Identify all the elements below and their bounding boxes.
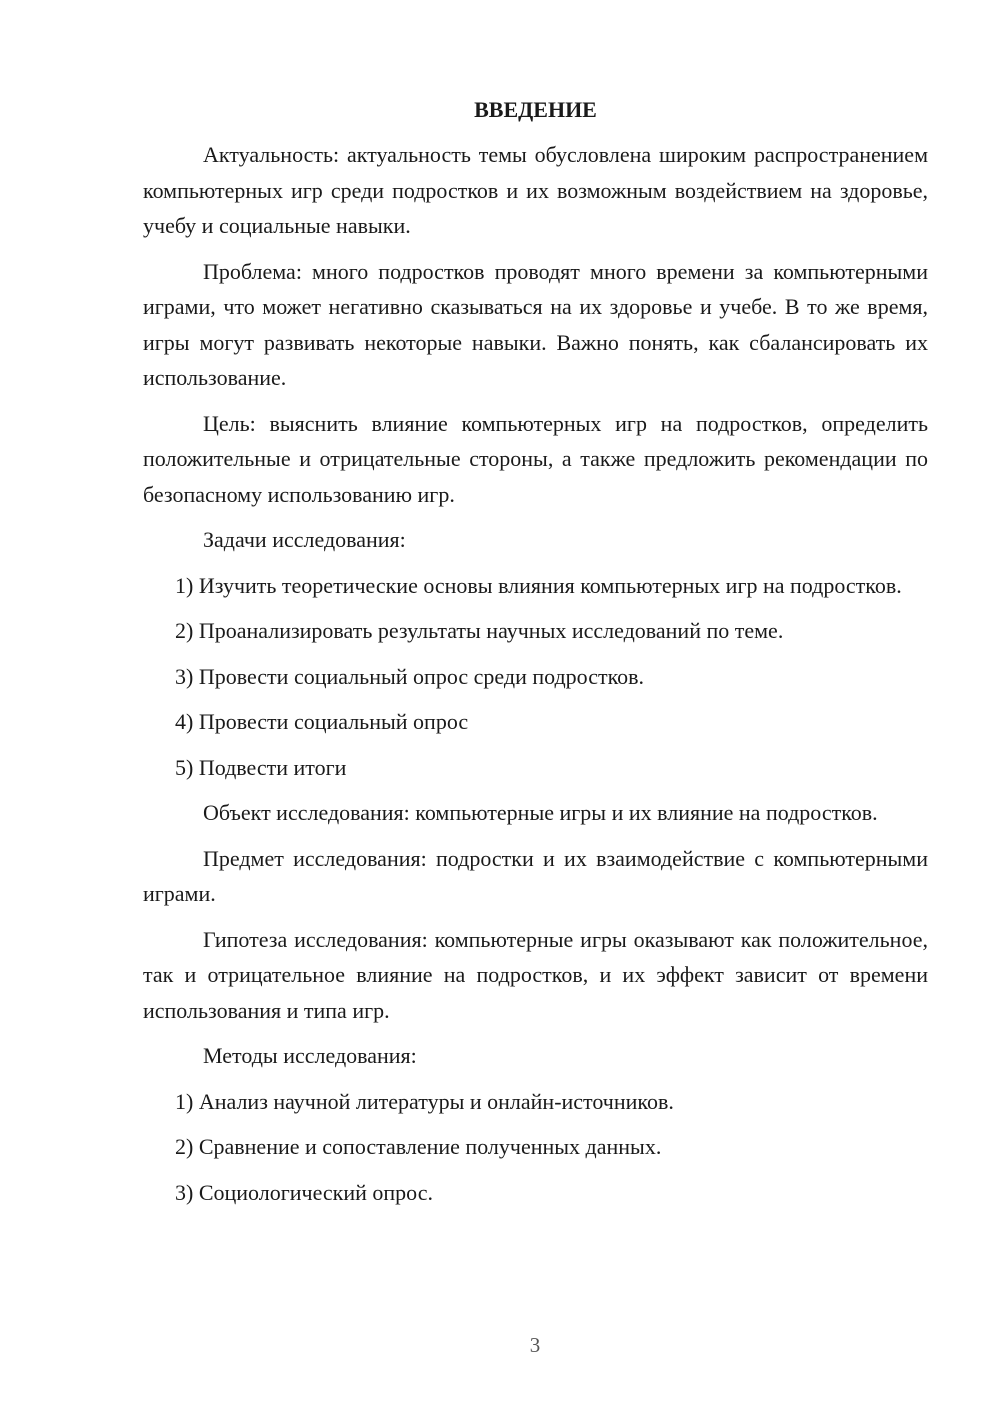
section-title: ВВЕДЕНИЕ [474,97,597,122]
method-item-3: 3) Социологический опрос. [175,1179,433,1205]
subject-paragraph: Предмет исследования: подростки и их взаимодействие с компьютерными играми. [143,845,928,906]
goal-paragraph: Цель: выяснить влияние компьютерных игр на подростков, определить положительные и отрицательные стороны, а также предложить рекомендации по безопасному использованию игр. [143,410,928,507]
method-item-1: 1) Анализ научной литературы и онлайн-источников. [175,1088,674,1114]
tasks-heading: Задачи исследования: [203,527,406,552]
tasks-list [143,568,928,786]
methods-list [143,1084,928,1211]
task-item-1: 1) Изучить теоретические основы влияния компьютерных игр на подростков. [175,572,902,598]
page-number: 3 [529,1333,541,1357]
task-item-2: 2) Проанализировать результаты научных исследований по теме. [175,618,784,643]
problem-paragraph: Проблема: много подростков проводят много времени за компьютерными играми, что может негативно сказываться на их здоровье и учебе. В то же время, игры могут развивать некоторые навыки. Важно понять, как сбалансировать их использование. [143,258,928,390]
task-item-5: 5) Подвести итоги [175,754,347,780]
relevance-paragraph: Актуальность: актуальность темы обусловлена широким распространением компьютерных игр среди подростков и их возможным воздействием на здоровье, учебу и социальные навыки. [143,142,928,238]
hypothesis-paragraph: Гипотеза исследования: компьютерные игры оказывают как положительное, так и отрицательное влияние на подростков, и их эффект зависит от времени использования и типа игр. [143,926,928,1023]
task-item-3: 3) Провести социальный опрос среди подростков. [175,663,645,689]
methods-heading: Методы исследования: [203,1043,417,1068]
method-item-2: 2) Сравнение и сопоставление полученных данных. [175,1134,662,1159]
object-paragraph: Объект исследования: компьютерные игры и их влияние на подростков. [203,800,878,825]
document-page [143,93,928,1210]
task-item-4: 4) Провести социальный опрос [175,709,469,734]
